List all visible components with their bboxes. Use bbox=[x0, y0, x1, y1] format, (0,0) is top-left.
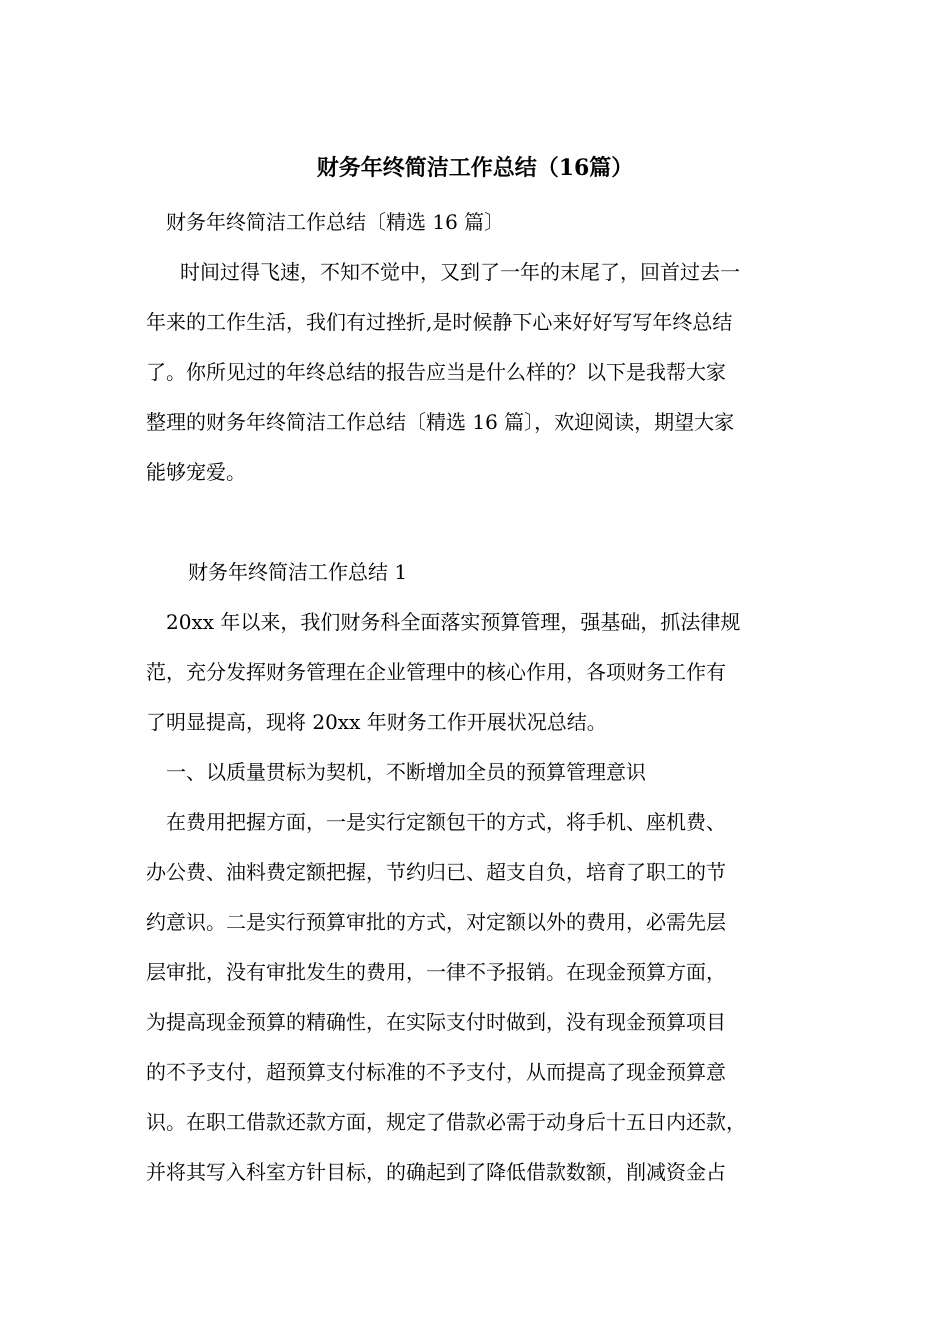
intro-line: 了。你所见过的年终总结的报告应当是什么样的？以下是我帮大家 bbox=[146, 360, 726, 384]
point-heading: 一、以质量贯标为契机，不断增加全员的预算管理意识 bbox=[166, 760, 646, 784]
intro-line: 年来的工作生活，我们有过挫折,是时候静下心来好好写写年终总结 bbox=[146, 310, 733, 334]
intro-line: 能够宠爱。 bbox=[146, 460, 246, 484]
intro-line: 整理的财务年终简洁工作总结〔精选 16 篇〕，欢迎阅读，期望大家 bbox=[146, 410, 735, 434]
paragraph-line: 范，充分发挥财务管理在企业管理中的核心作用，各项财务工作有 bbox=[146, 660, 726, 684]
document-subtitle: 财务年终简洁工作总结〔精选 16 篇〕 bbox=[166, 210, 505, 234]
paragraph-line: 约意识。二是实行预算审批的方式，对定额以外的费用，必需先层 bbox=[146, 910, 726, 934]
paragraph-line: 识。在职工借款还款方面，规定了借款必需于动身后十五日内还款， bbox=[146, 1110, 746, 1134]
intro-line: 时间过得飞速，不知不觉中，又到了一年的末尾了，回首过去一 bbox=[180, 260, 740, 284]
paragraph-line: 的不予支付，超预算支付标准的不予支付，从而提高了现金预算意 bbox=[146, 1060, 726, 1084]
paragraph-line: 办公费、油料费定额把握，节约归已、超支自负，培育了职工的节 bbox=[146, 860, 726, 884]
paragraph-line: 为提高现金预算的精确性，在实际支付时做到，没有现金预算项目 bbox=[146, 1010, 726, 1034]
document-title: 财务年终简洁工作总结（16篇） bbox=[316, 155, 634, 181]
paragraph-line: 了明显提高，现将 20xx 年财务工作开展状况总结。 bbox=[146, 710, 607, 734]
paragraph-line: 在费用把握方面，一是实行定额包干的方式，将手机、座机费、 bbox=[166, 810, 726, 834]
section-heading: 财务年终简洁工作总结 1 bbox=[188, 560, 408, 584]
paragraph-line: 并将其写入科室方针目标，的确起到了降低借款数额，削减资金占 bbox=[146, 1160, 726, 1184]
paragraph-line: 20xx 年以来，我们财务科全面落实预算管理，强基础，抓法律规 bbox=[166, 610, 741, 634]
paragraph-line: 层审批，没有审批发生的费用，一律不予报销。在现金预算方面， bbox=[146, 960, 726, 984]
